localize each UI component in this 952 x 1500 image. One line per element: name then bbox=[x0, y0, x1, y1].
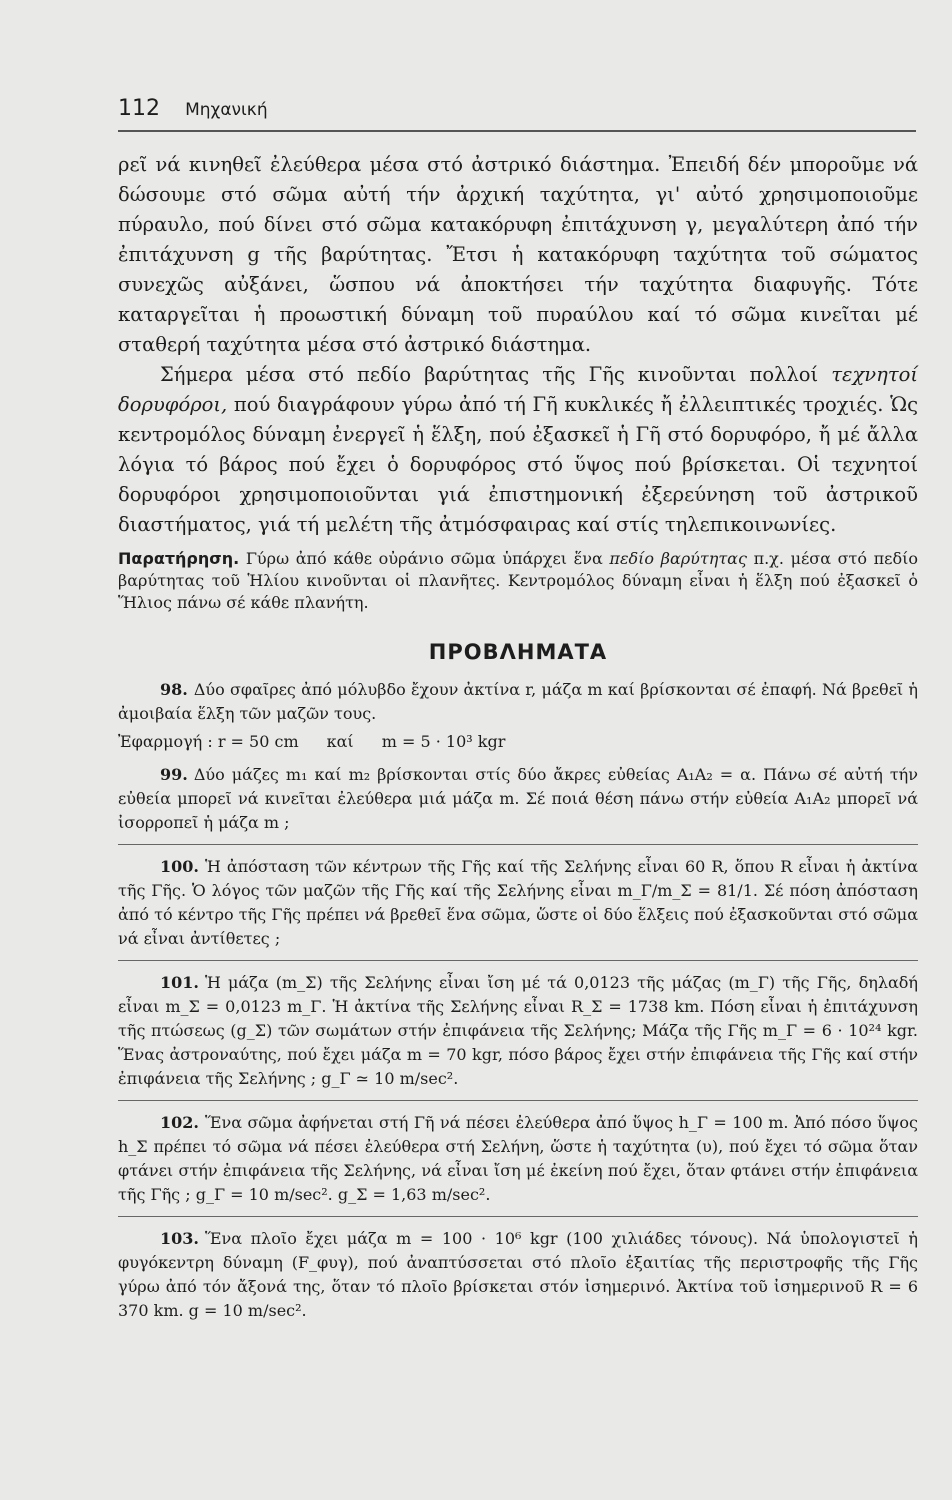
application-r: r = 50 cm bbox=[217, 732, 299, 751]
note-label: Παρατήρηση. bbox=[118, 549, 240, 568]
application-m: m = 5 · 10³ kgr bbox=[381, 732, 506, 751]
header-rule bbox=[118, 130, 916, 132]
problem-text: Ἡ μάζα (m_Σ) τῆς Σελήνης εἶναι ἴση μέ τά 0,0123 τῆς μάζας (m_Γ) τῆς Γῆς, δηλαδή εἶναι m_Σ = 0,0123 m_Γ. Ἡ ἀκτίνα τῆς Σελήνης εἶναι R_Σ = 1738 km. Πόση εἶναι ἡ ἐπιτάχυνση τῆς πτώσεως (g_Σ) τῶν σωμάτων στήν ἐπιφάνεια τῆς Σελήνης; Μάζα τῆς Γῆς m_Γ = 6 · 10²⁴ kgr. Ἕνας ἀστροναύτης, πού ἔχει μάζα m = 70 kgr, πόσο βάρος ἔχει στήν ἐπιφάνεια τῆς Γῆς καί στήν ἐπιφάνεια τῆς Σελήνης ; g_Γ ≃ 10 m/sec². bbox=[118, 973, 918, 1088]
problem-number: 103. bbox=[160, 1229, 199, 1248]
problem-99 bbox=[118, 763, 918, 835]
problem-101 bbox=[118, 971, 918, 1091]
problem-number: 99. bbox=[160, 765, 188, 784]
problem-text: Δύο μάζες m₁ καί m₂ βρίσκονται στίς δύο ἄκρες εὐθείας A₁A₂ = α. Πάνω σέ αὐτή τήν εὐθεία μπορεῖ νά κινεῖται ἐλεύθερα μιά μάζα m. Σέ ποιά θέση πάνω στήν εὐθεία A₁A₂ μπορεῖ νά ἰσορροπεῖ ἡ μάζα m ; bbox=[118, 765, 918, 832]
problem-text: Ἡ ἀπόσταση τῶν κέντρων τῆς Γῆς καί τῆς Σελήνης εἶναι 60 R, ὅπου R εἶναι ἡ ἀκτίνα τῆς Γῆς. Ὁ λόγος τῶν μαζῶν τῆς Γῆς καί τῆς Σελήνης εἶναι m_Γ/m_Σ = 81/1. Σέ πόση ἀπόσταση ἀπό τό κέντρο τῆς Γῆς πρέπει νά βρεθεῖ ἕνα σῶμα, ὥστε οἱ δύο ἕλξεις πού ἐξασκοῦνται στό σῶμα νά εἶναι ἀντίθετες ; bbox=[118, 857, 918, 948]
problem-separator bbox=[118, 960, 918, 961]
problem-100 bbox=[118, 855, 918, 951]
note-text-2: π.χ. μέσα στό πεδίο βαρύτητας τοῦ Ἡλίου κινοῦνται οἱ πλανῆτες. Κεντρομόλος δύναμη εἶναι ἡ ἕλξη πού ἐξασκεῖ ὁ Ἥλιος πάνω σέ κάθε πλανήτη. bbox=[118, 549, 919, 612]
application-label: Ἐφαρμογή : bbox=[118, 732, 213, 751]
problem-98 bbox=[118, 678, 918, 726]
problem-102 bbox=[118, 1111, 918, 1207]
page-header bbox=[118, 96, 918, 121]
application-kai: καί bbox=[326, 732, 354, 751]
page-number: 112 bbox=[118, 96, 160, 121]
page-body bbox=[118, 150, 918, 1332]
intro-paragraph-2 bbox=[118, 360, 918, 540]
note-emphasis: πεδίο βαρύτητας bbox=[609, 549, 747, 568]
note-paragraph bbox=[118, 548, 918, 614]
application-98 bbox=[118, 730, 918, 754]
intro-p2-emphasis: τεχνητοί δορυφόροι, bbox=[118, 363, 918, 416]
intro-p2-rest: πού διαγράφουν γύρω ἀπό τή Γῆ κυκλικές ἤ ἐλλειπτικές τροχιές. Ὡς κεντρομόλος δύναμη ἐνεργεῖ ἡ ἕλξη, πού ἐξασκεῖ ἡ Γῆ στό δορυφόρο, ἤ μέ ἄλλα λόγια τό βάρος πού ἔχει ὁ δορυφόρος στό ὕψος πού βρίσκεται. Οἱ τεχνητοί δορυφόροι χρησιμοποιοῦνται γιά ἐπιστημονική ἐξερεύνηση τοῦ ἀστρικοῦ διαστήματος, γιά τή μελέτη τῆς ἀτμόσφαιρας καί στίς τηλεπικοινωνίες. bbox=[118, 393, 918, 536]
problem-separator bbox=[118, 1216, 918, 1217]
note-text-1: Γύρω ἀπό κάθε οὐράνιο σῶμα ὑπάρχει ἕνα bbox=[239, 549, 610, 568]
problem-number: 98. bbox=[160, 680, 188, 699]
problems-heading: ΠΡΟΒΛΗΜΑΤΑ bbox=[428, 640, 608, 664]
problem-number: 100. bbox=[160, 857, 199, 876]
running-title: Μηχανική bbox=[185, 100, 268, 120]
problem-separator bbox=[118, 844, 918, 845]
intro-p2-start: Σήμερα μέσα στό πεδίο βαρύτητας τῆς Γῆς κινοῦνται πολλοί bbox=[160, 363, 832, 386]
problem-number: 101. bbox=[160, 973, 199, 992]
problem-separator bbox=[118, 1100, 918, 1101]
problem-103 bbox=[118, 1227, 918, 1323]
problem-number: 102. bbox=[160, 1113, 199, 1132]
intro-paragraph-1: ρεῖ νά κινηθεῖ ἐλεύθερα μέσα στό ἀστρικό διάστημα. Ἐπειδή δέν μποροῦμε νά δώσουμε στό σῶμα αὐτή τήν ἀρχική ταχύτητα, γι' αὐτό χρησιμοποιοῦμε πύραυλο, πού δίνει στό σῶμα κατακόρυφη ἐπιτάχυνση γ, μεγαλύτερη ἀπό τήν ἐπιτάχυνση g τῆς βαρύτητας. Ἔτσι ἡ κατακόρυφη ταχύτητα τοῦ σώματος συνεχῶς αὐξάνει, ὥσπου νά ἀποκτήσει τήν ταχύτητα διαφυγῆς. Τότε καταργεῖται ἡ προωστική δύναμη τοῦ πυραύλου καί τό σῶμα κινεῖται μέ σταθερή ταχύτητα μέσα στό ἀστρικό διάστημα. bbox=[118, 153, 918, 356]
problem-text: Ἕνα σῶμα ἀφήνεται στή Γῆ νά πέσει ἐλεύθερα ἀπό ὕψος h_Γ = 100 m. Ἀπό πόσο ὕψος h_Σ πρέπει τό σῶμα νά πέσει ἐλεύθερα στή Σελήνη, ὥστε ἡ ταχύτητα (υ), πού ἔχει τό σῶμα ὅταν φτάνει στήν ἐπιφάνεια τῆς Σελήνης, νά εἶναι ἴση μέ ἐκείνη πού ἔχει, ὅταν φτάνει στήν ἐπιφάνεια τῆς Γῆς ; g_Γ = 10 m/sec². g_Σ = 1,63 m/sec². bbox=[118, 1113, 918, 1204]
problem-text: Δύο σφαῖρες ἀπό μόλυβδο ἔχουν ἀκτίνα r, μάζα m καί βρίσκονται σέ ἐπαφή. Νά βρεθεῖ ἡ ἀμοιβαία ἕλξη τῶν μαζῶν τους. bbox=[118, 680, 918, 723]
problem-text: Ἕνα πλοῖο ἔχει μάζα m = 100 · 10⁶ kgr (100 χιλιάδες τόνους). Νά ὑπολογιστεῖ ἡ φυγόκεντρη δύναμη (F_φυγ), πού ἀναπτύσσεται στό πλοῖο ἐξαιτίας τῆς περιστροφῆς τῆς Γῆς γύρω ἀπό τόν ἄξονά της, ὅταν τό πλοῖο βρίσκεται στόν ἰσημερινό. Ἀκτίνα τοῦ ἰσημερινοῦ R = 6 370 km. g = 10 m/sec². bbox=[118, 1229, 918, 1320]
